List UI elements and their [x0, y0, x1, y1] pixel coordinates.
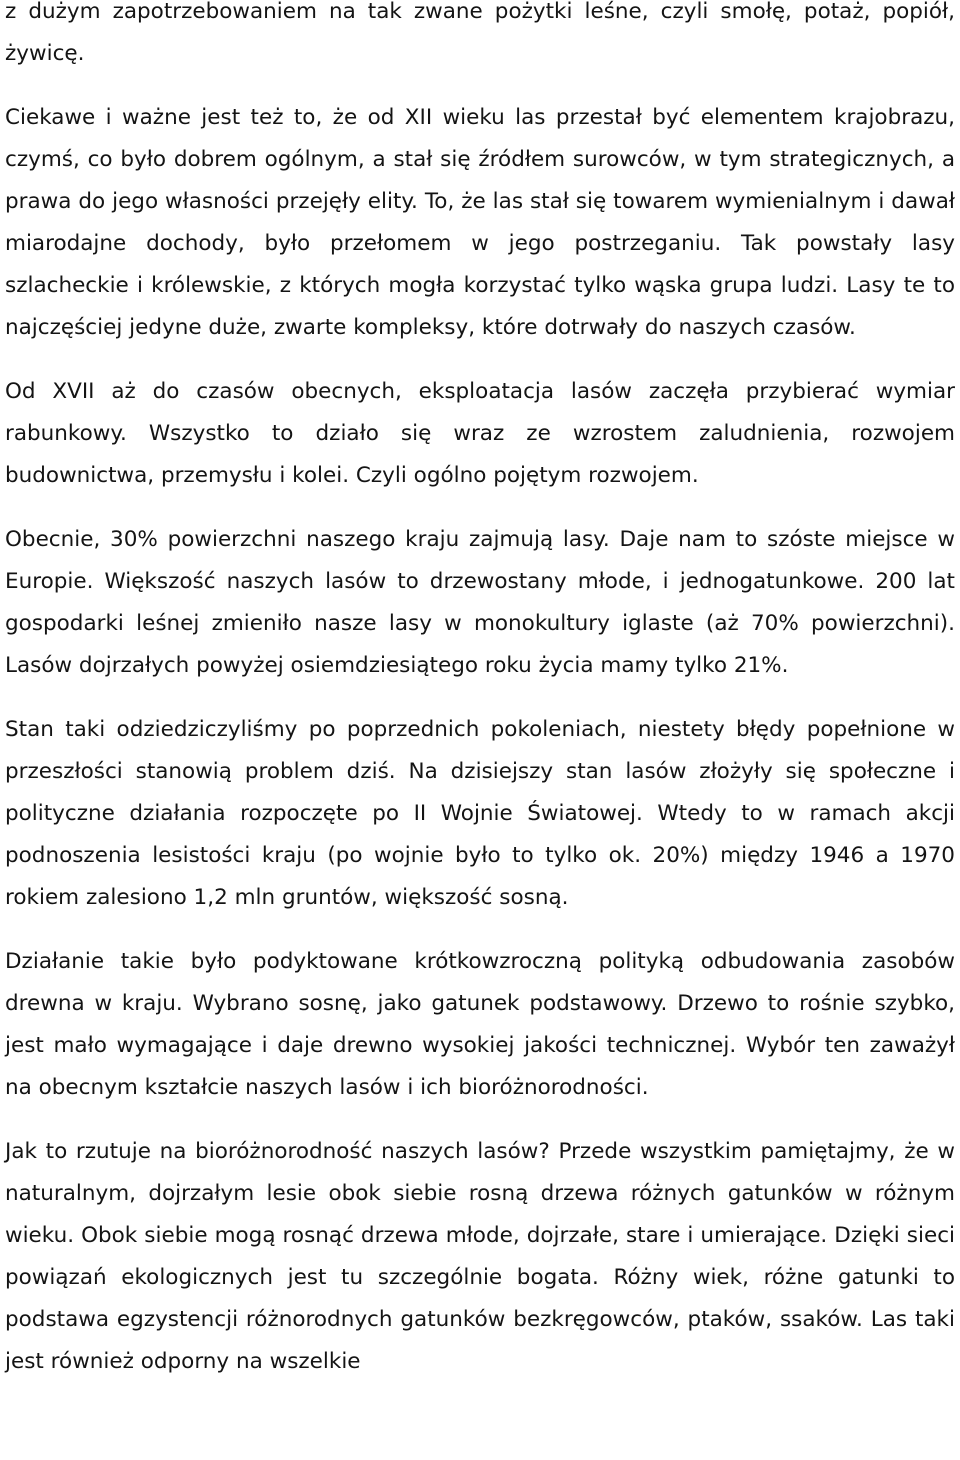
paragraph-7: Jak to rzutuje na bioróżnorodność naszych lasów? Przede wszystkim pamiętajmy, że w naturalnym, dojrzałym lesie obok siebie rosną drzewa różnych gatunków w różnym wieku. Obok siebie mogą rosnąć drzewa młode, dojrzałe, stare i umierające. Dzięki sieci powiązań ekologicznych jest tu szczególnie bogata. Różny wiek, różne gatunki to podstawa egzystencji różnorodnych gatunków bezkręgowców, ptaków, ssaków. Las taki jest również odporny na wszelkie: [5, 1139, 955, 1374]
paragraph-2: Ciekawe i ważne jest też to, że od XII wieku las przestał być elementem krajobrazu, czymś, co było dobrem ogólnym, a stał się źródłem surowców, w tym strategicznych, a prawa do jego własności przejęły elity. To, że las stał się towarem wymienialnym i dawał miarodajne dochody, było przełomem w jego postrzeganiu. Tak powstały lasy szlacheckie i królewskie, z których mogła korzystać tylko wąska grupa ludzi. Lasy te to najczęściej jedyne duże, zwarte kompleksy, które dotrwały do naszych czasów.: [5, 105, 955, 340]
paragraph-5: Stan taki odziedziczyliśmy po poprzednich pokoleniach, niestety błędy popełnione w przeszłości stanowią problem dziś. Na dzisiejszy stan lasów złożyły się społeczne i polityczne działania rozpoczęte po II Wojnie Światowej. Wtedy to w ramach akcji podnoszenia lesistości kraju (po wojnie było to tylko ok. 20%) między 1946 a 1970 rokiem zalesiono 1,2 mln gruntów, większość sosną.: [5, 717, 955, 910]
paragraph-6: Działanie takie było podyktowane krótkowzroczną polityką odbudowania zasobów drewna w kraju. Wybrano sosnę, jako gatunek podstawowy. Drzewo to rośnie szybko, jest mało wymagające i daje drewno wysokiej jakości technicznej. Wybór ten zaważył na obecnym kształcie naszych lasów i ich bioróżnorodności.: [5, 949, 955, 1100]
paragraph-1: z dużym zapotrzebowaniem na tak zwane pożytki leśne, czyli smołę, potaż, popiół, żywicę.: [5, 0, 955, 66]
paragraph-4: Obecnie, 30% powierzchni naszego kraju zajmują lasy. Daje nam to szóste miejsce w Europie. Większość naszych lasów to drzewostany młode, i jednogatunkowe. 200 lat gospodarki leśnej zmieniło nasze lasy w monokultury iglaste (aż 70% powierzchni). Lasów dojrzałych powyżej osiemdziesiątego roku życia mamy tylko 21%.: [5, 527, 955, 678]
paragraph-3: Od XVII aż do czasów obecnych, eksploatacja lasów zaczęła przybierać wymiar rabunkowy. Wszystko to działo się wraz ze wzrostem zaludnienia, rozwojem budownictwa, przemysłu i kolei. Czyli ogólno pojętym rozwojem.: [5, 379, 955, 488]
